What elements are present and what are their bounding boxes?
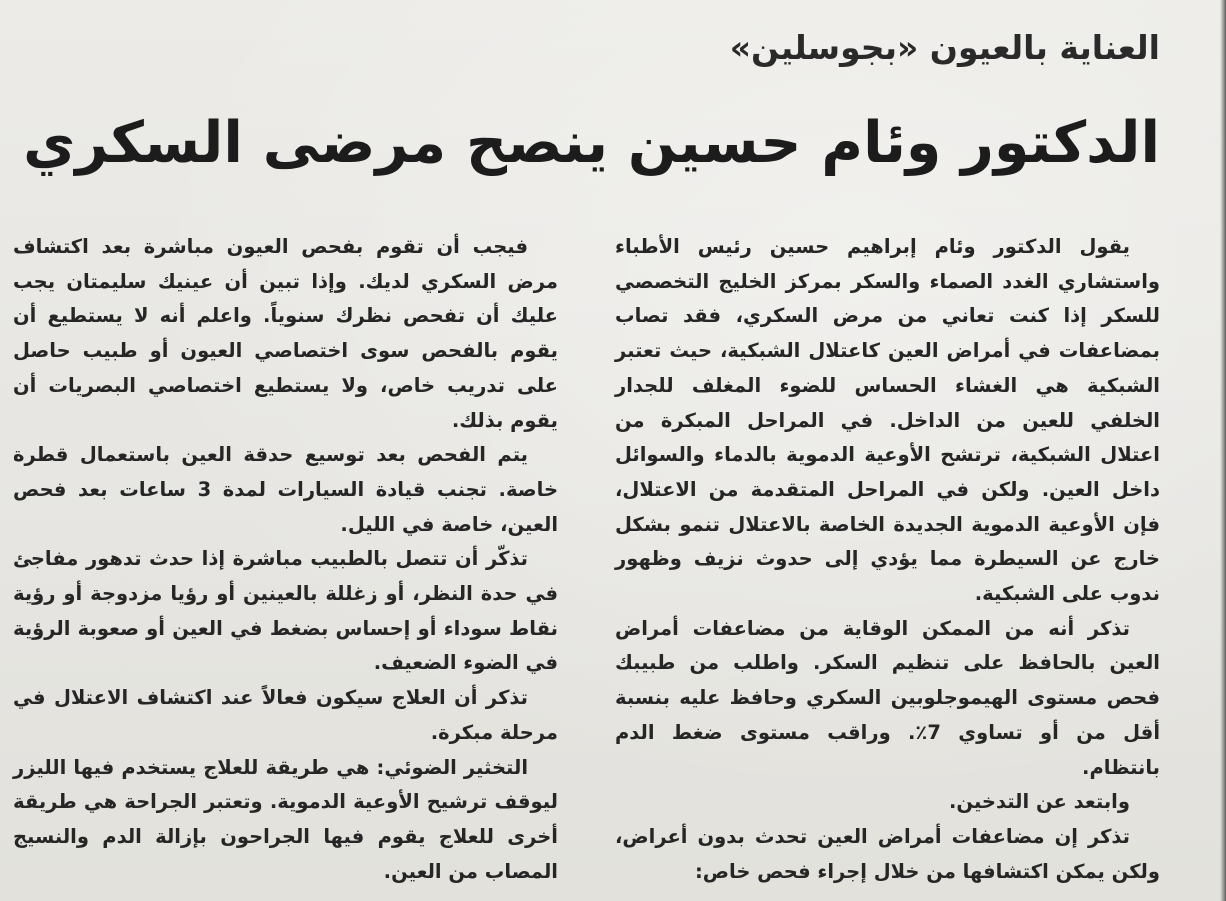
paragraph: يقول الدكتور وئام إبراهيم حسين رئيس الأطباء واستشاري الغدد الصماء والسكر بمركز الخليج التخصصي للسكر إذا كنت تعاني من مرض السكري، فقد تصاب بمضاعفات في أمراض العين كاعتلال الشبكية، حيث تعتبر الشبكية هي الغشاء الحساس للضوء المغلف للجدار الخلفي للعين من الداخل. في المراحل المبكرة من اعتلال الشبكية، ترتشح الأوعية الدموية بالدماء والسوائل داخل العين. ولكن في المراحل المتقدمة من الاعتلال، فإن الأوعية الدموية الجديدة الخاصة بالاعتلال تنمو بشكل خارج عن السيطرة مما يؤدي إلى حدوث نزيف وظهور ندوب على الشبكية. <box>615 235 1160 606</box>
paragraph: فيجب أن تقوم بفحص العيون مباشرة بعد اكتشاف مرض السكري لديك. وإذا تبين أن عينيك سليمتان يجب عليك أن تفحص نظرك سنوياً. واعلم أنه لا يستطيع أن يقوم بالفحص سوى اختصاصي العيون أو طبيب حاصل على تدريب خاص، ولا يستطيع اختصاصي البصريات أن يقوم بذلك. <box>13 235 558 432</box>
page-edge-shadow <box>1220 0 1226 901</box>
paragraph: وابتعد عن التدخين. <box>948 790 1130 814</box>
paragraph: تذكر إن مضاعفات أمراض العين تحدث بدون أعراض، ولكن يمكن اكتشافها من خلال إجراء فحص خاص: <box>615 824 1160 883</box>
paragraph: تذكّر أن تتصل بالطبيب مباشرة إذا حدث تدهور مفاجئ في حدة النظر، أو زغللة بالعينين أو رؤيا مزدوجة أو رؤية نقاط سوداء أو إحساس بضغط في العين أو صعوبة الرؤية في الضوء الضعيف. <box>13 547 558 675</box>
paragraph: تذكر أن العلاج سيكون فعالاً عند اكتشاف الاعتلال في مرحلة مبكرة. <box>13 686 558 744</box>
article-kicker: العناية بالعيون «بجوسلين» <box>729 28 1160 67</box>
paragraph: تذكر أنه من الممكن الوقاية من مضاعفات أمراض العين بالحافظ على تنظيم السكر. واطلب من طبيبك فحص مستوى الهيموجلوبين السكري وحافظ عليه بنسبة أقل من أو تساوي 7٪. وراقب مستوى ضغط الدم بانتظام. <box>615 616 1160 779</box>
article-column-right <box>615 230 1160 889</box>
paragraph: يتم الفحص بعد توسيع حدقة العين باستعمال قطرة خاصة. تجنب قيادة السيارات لمدة 3 ساعات بعد فحص العين، خاصة في الليل. <box>13 443 558 536</box>
paragraph: التخثير الضوئي: هي طريقة للعلاج يستخدم فيها الليزر ليوقف ترشيح الأوعية الدموية. وتعتبر الجراحة هي طريقة أخرى للعلاج يقوم فيها الجراحون بإزالة الدم والنسيج المصاب من العين. <box>13 755 558 883</box>
article-headline: الدكتور وئام حسين ينصح مرضى السكري <box>23 110 1160 176</box>
article-column-left <box>13 230 558 889</box>
